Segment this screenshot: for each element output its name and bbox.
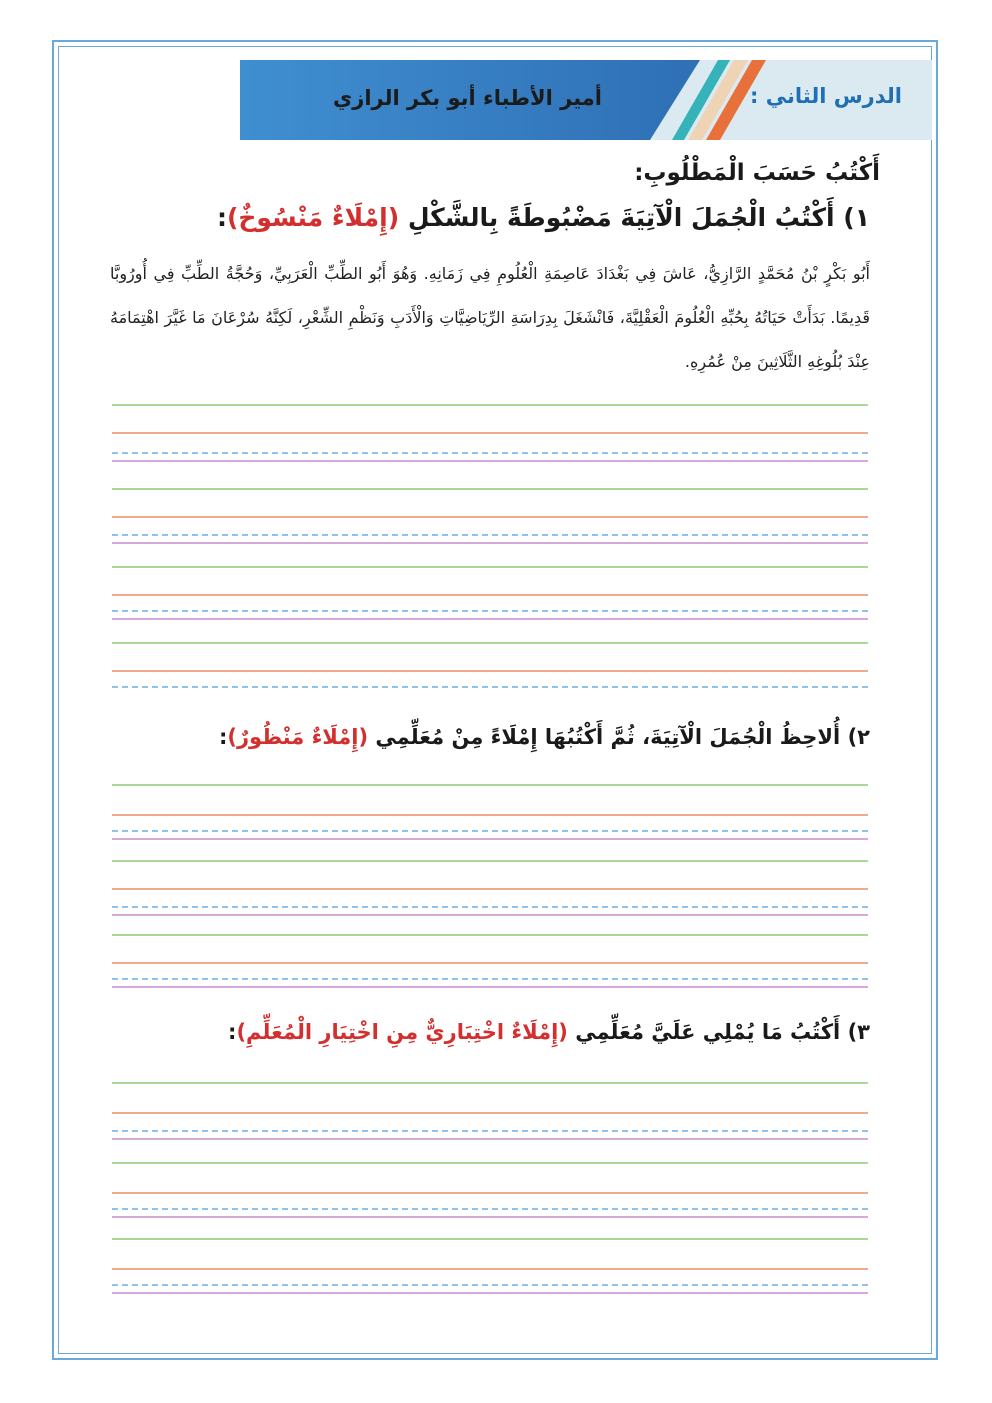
writing-line (112, 838, 868, 840)
writing-line (112, 686, 868, 688)
writing-line (112, 814, 868, 816)
writing-line (112, 566, 868, 568)
question-3-text: أَكْتُبُ مَا يُمْلِي عَلَيَّ مُعَلِّمِي (575, 1020, 841, 1044)
question-2-text: أُلاحِظُ الْجُمَلَ الْآتِيَةَ، ثُمَّ أَكْتُبُهَا إِمْلَاءً مِنْ مُعَلِّمِي (375, 725, 841, 749)
instructions-heading: أَكْتُبُ حَسَبَ الْمَطْلُوبِ: (634, 160, 880, 186)
writing-line (112, 1162, 868, 1164)
lesson-title: أمير الأطباء أبو بكر الرازي (333, 86, 602, 110)
writing-line (112, 962, 868, 964)
writing-line (112, 860, 868, 862)
question-2-colon: : (218, 725, 228, 749)
question-3 (228, 1020, 870, 1044)
writing-line (112, 534, 868, 536)
writing-line (112, 906, 868, 908)
writing-line (112, 978, 868, 980)
writing-line (112, 516, 868, 518)
writing-line (112, 594, 868, 596)
question-3-number: ٣) (847, 1020, 870, 1044)
writing-line (112, 670, 868, 672)
writing-line (112, 1112, 868, 1114)
writing-line (112, 934, 868, 936)
writing-line (112, 404, 868, 406)
writing-line (112, 642, 868, 644)
writing-line (112, 1208, 868, 1210)
writing-line (112, 460, 868, 462)
writing-line (112, 1130, 868, 1132)
writing-line (112, 830, 868, 832)
writing-line (112, 488, 868, 490)
writing-line (112, 1082, 868, 1084)
writing-line (112, 610, 868, 612)
writing-line (112, 1292, 868, 1294)
writing-line (112, 986, 868, 988)
question-1-number: ١) (843, 203, 870, 232)
question-2-tag: (إِمْلَاءٌ مَنْظُورٌ) (227, 725, 369, 749)
writing-line (112, 432, 868, 434)
writing-line (112, 914, 868, 916)
question-1 (217, 203, 870, 232)
question-3-tag: (إِمْلَاءٌ اخْتِبَارِيٌّ مِنِ اخْتِيَارِ الْمُعَلِّمِ) (236, 1020, 568, 1044)
writing-line (112, 1238, 868, 1240)
writing-line (112, 1138, 868, 1140)
question-1-colon: : (216, 203, 227, 232)
writing-line (112, 618, 868, 620)
writing-line (112, 784, 868, 786)
lesson-label: الدرس الثاني : (750, 84, 902, 108)
writing-line (112, 542, 868, 544)
writing-line (112, 1216, 868, 1218)
question-3-colon: : (228, 1020, 237, 1044)
dictation-passage: أَبُو بَكْرٍ بْنُ مُحَمَّدٍ الرَّازِيُّ، عَاشَ فِي بَغْدَادَ عَاصِمَةِ الْعُلُومِ فِي زَمَانِهِ. وَهُوَ أَبُو الطِّبِّ الْعَرَبِيِّ، وَحُجَّةُ الطِّبِّ فِي أُورُوبَّا قَدِيمًا. بَدَأَتْ حَيَاتُهُ بِحُبِّهِ الْعُلُومَ الْعَقْلِيَّةَ، فَانْشَغَلَ بِدِرَاسَةِ الرِّيَاضِيَّاتِ وَالْأَدَبِ وَنَظْمِ الشِّعْرِ، لَكِنَّهُ سُرْعَانَ مَا غَيَّرَ اهْتِمَامَهُ عِنْدَ بُلُوغِهِ الثَّلَاثِينَ مِنْ عُمُرِهِ. (110, 264, 870, 371)
question-1-tag: (إِمْلَاءٌ مَنْسُوخٌ) (226, 203, 400, 232)
writing-line (112, 1284, 868, 1286)
question-2 (219, 725, 870, 749)
writing-line (112, 888, 868, 890)
question-2-number: ٢) (847, 725, 870, 749)
lesson-header-banner (240, 60, 932, 140)
writing-line (112, 452, 868, 454)
question-1-text: أَكْتُبُ الْجُمَلَ الْآتِيَةَ مَضْبُوطَةً بِالشَّكْلِ (407, 203, 835, 232)
writing-line (112, 1268, 868, 1270)
page-border-inner (58, 46, 932, 1354)
writing-line (112, 1192, 868, 1194)
